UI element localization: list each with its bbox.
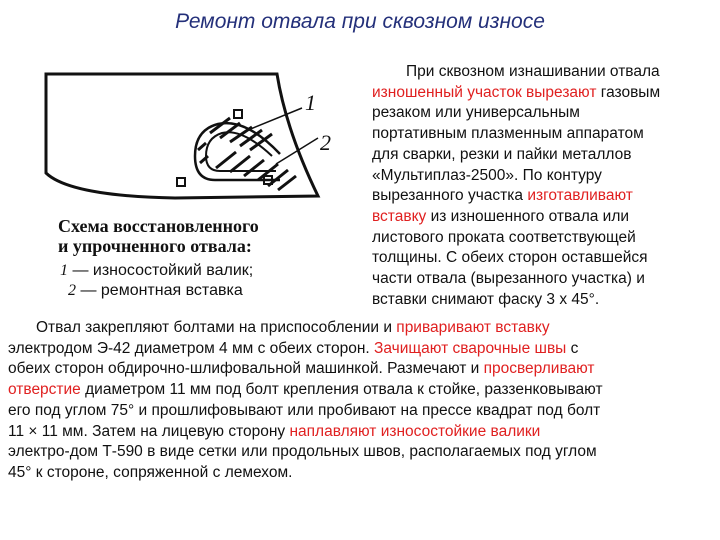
text-line [372,269,712,290]
text-line [372,145,712,166]
text-segment: Отвал закрепляют болтами на приспособлении и [36,319,397,336]
text-line [372,103,712,124]
body-text [8,318,714,484]
text-segment: с [566,339,579,357]
text-segment: электродом Э-42 диаметром 4 мм с обеих сторон. [8,339,375,357]
text-segment: его под углом 75° и прошлифовывают или пробивают на прессе квадрат под болт [8,401,601,419]
moldboard-diagram [40,68,340,218]
caption-line-1: Схема восстановленного [58,216,259,236]
text-segment: для сварки, резки и пайки металлов [372,145,632,163]
text-line [372,83,712,104]
text-line [372,186,712,207]
legend-1-text: — износостойкий валик; [68,262,254,279]
text-segment: резаком или универсальным [372,104,580,122]
highlighted-text: изношенный участок вырезают [372,83,597,101]
text-line [8,318,714,339]
text-segment: портативным плазменным аппаратом [372,125,644,143]
legend-2-text: — ремонтная вставка [76,282,243,299]
legend-item-1 [60,262,253,280]
text-segment: электро-дом Т-590 в виде сетки или продольных швов, располагаемых под углом [8,443,597,461]
leader-line-2 [276,138,318,164]
text-line [372,207,712,228]
figure-caption [58,216,298,256]
text-segment: вставки снимают фаску 3 х 45°. [372,290,600,308]
legend-2-number: 2 [68,282,76,299]
text-segment: из изношенного отвала или [426,207,630,225]
highlighted-text: Зачищают сварочные швы [374,339,567,357]
highlighted-text: вставку [372,207,427,225]
label-2: 2 [320,130,331,155]
text-line [372,290,712,311]
text-segment: листового проката соответствующей [372,228,636,246]
text-line [8,442,714,463]
text-segment: При сквозном изнашивании отвала [406,63,660,80]
right-column-text [372,62,712,310]
text-line [8,339,714,360]
highlighted-text: наплавляют износостойкие валики [289,422,541,440]
text-line [8,401,714,422]
text-line [372,124,712,145]
text-line [8,422,714,443]
text-segment: диаметром 11 мм под болт крепления отвала к стойке, раззенковывают [80,381,603,399]
text-segment: 45° к стороне, сопряженной с лемехом. [8,463,293,481]
text-segment: обеих сторон обдирочно-шлифовальной машинкой. Размечают и [8,360,484,378]
moldboard-drawing [40,68,340,218]
text-line [372,62,712,83]
highlighted-text: отверстие [8,381,81,399]
text-segment: 11 × 11 мм. Затем на лицевую сторону [8,422,290,440]
label-1: 1 [305,90,316,115]
leader-line-1 [248,108,302,130]
caption-line-2: и упрочненного отвала: [58,236,252,256]
page-title: Ремонт отвала при сквозном износе [175,10,545,33]
text-segment: газовым [596,83,661,101]
text-line [8,380,714,401]
text-segment: толщины. С обеих сторон оставшейся [372,249,648,267]
text-line [372,248,712,269]
text-segment: вырезанного участка [372,187,528,205]
highlighted-text: приваривают вставку [396,319,550,336]
bolt-hole-square [177,178,185,186]
highlighted-text: изготавливают [527,187,633,205]
text-segment: «Мультиплаз-2500». По контуру [372,166,602,184]
legend-item-2 [68,282,243,300]
text-line [372,228,712,249]
text-line [8,359,714,380]
text-segment: части отвала (вырезанного участка) и [372,270,645,288]
bolt-hole-square [234,110,242,118]
legend-1-number: 1 [60,262,68,279]
highlighted-text: просверливают [483,360,595,378]
text-line [372,166,712,187]
text-line [8,463,714,484]
